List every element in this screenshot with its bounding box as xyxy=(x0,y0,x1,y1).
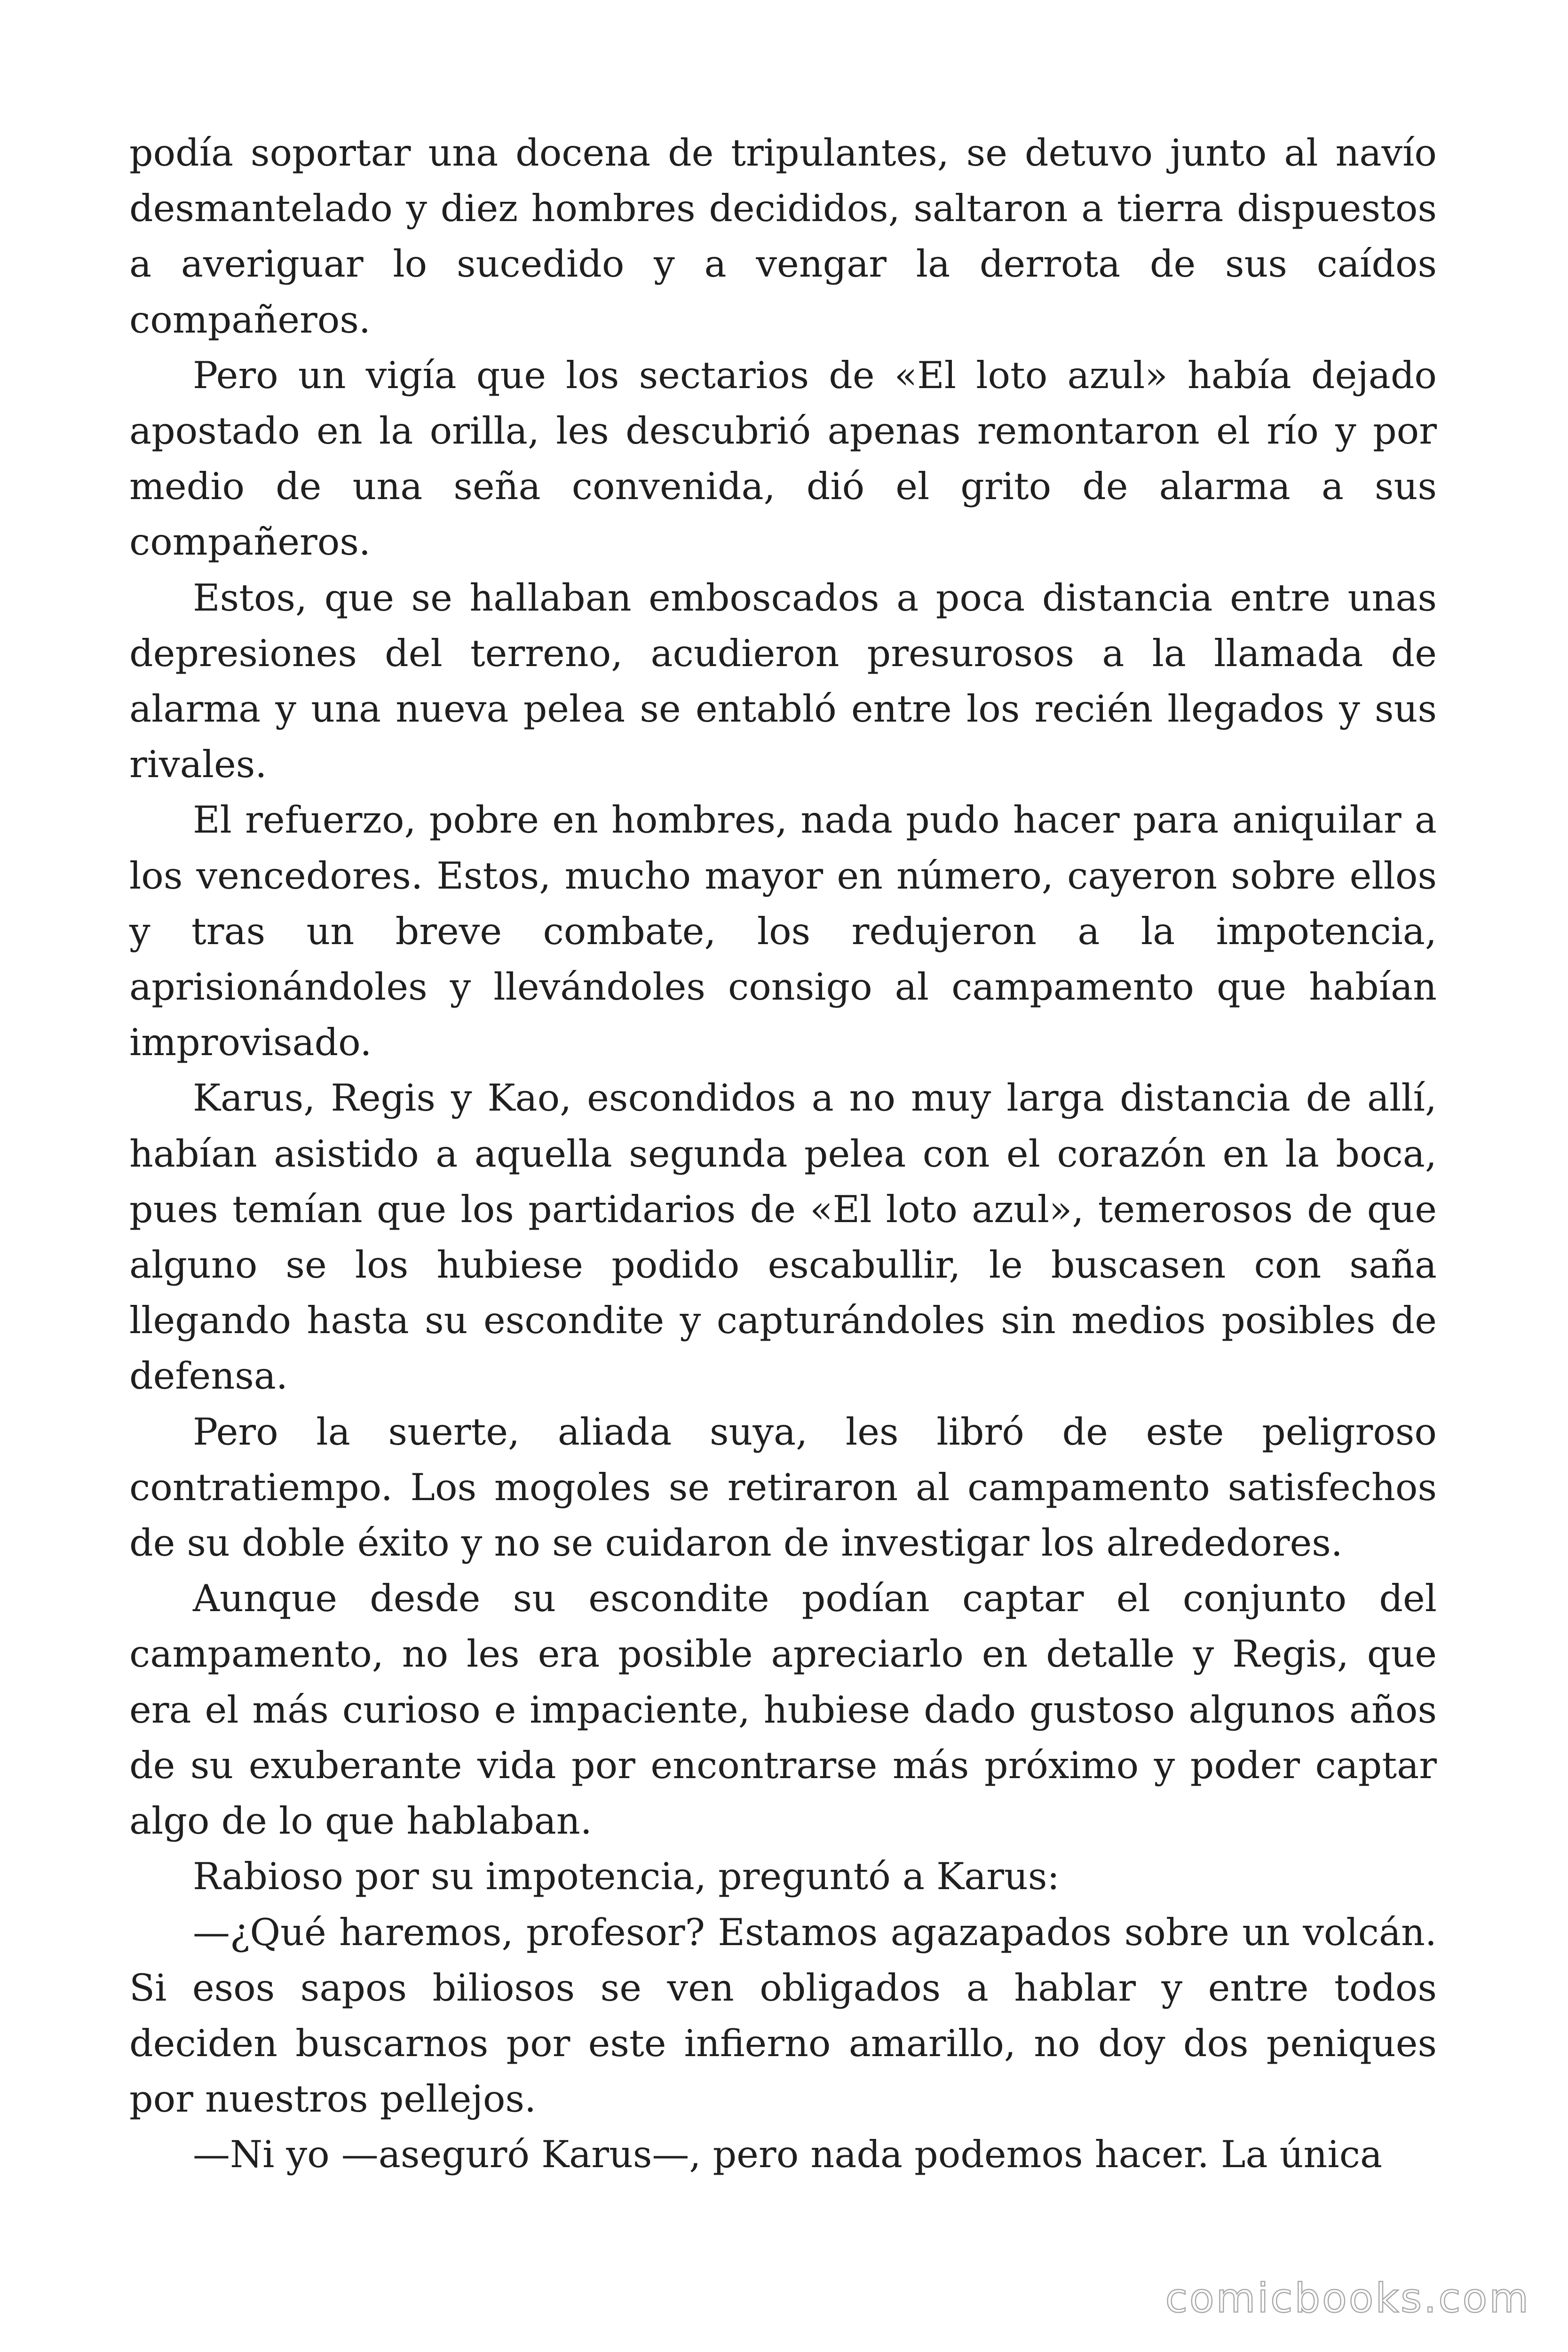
paragraph-8: Rabioso por su impotencia, preguntó a Karus: xyxy=(193,1855,1060,1899)
paragraph-2: Pero un vigía que los sectarios de «El loto azul» había dejado apostado en la orilla, les descubrió apenas remontaron el río y por medio de una seña convenida, dió el grito de alarma a sus compañeros. xyxy=(129,353,1437,564)
paragraph-5: Karus, Regis y Kao, escondidos a no muy larga distancia de allí, habían asistido a aquella segunda pelea con el corazón en la boca, pues temían que los partidarios de «El loto azul», temerosos de que alguno se los hubiese podido escabullir, le buscasen con saña llegando hasta su escondite y capturándoles sin medios posibles de defensa. xyxy=(129,1076,1437,1398)
paragraph-6: Pero la suerte, aliada suya, les libró de este peligroso contratiempo. Los mogoles se retiraron al campamento satisfechos de su doble éxito y no se cuidaron de investigar los alrededores. xyxy=(129,1410,1437,1565)
paragraph-1: podía soportar una docena de tripulantes, se detuvo junto al navío desmantelado y diez hombres decididos, saltaron a tierra dispuestos a averiguar lo sucedido y a vengar la derrota de sus caídos compañeros. xyxy=(129,131,1437,342)
watermark-text: comicbooks.com xyxy=(1165,2275,1530,2322)
paragraph-4: El refuerzo, pobre en hombres, nada pudo hacer para aniquilar a los vencedores. Estos, mucho mayor en número, cayeron sobre ellos y tras un breve combate, los redujeron a la impotencia, aprisionándoles y llevándoles consigo al campamento que habían improvisado. xyxy=(129,798,1437,1065)
paragraph-10: —Ni yo —aseguró Karus—, pero nada podemos hacer. La única xyxy=(193,2133,1383,2177)
paragraph-9: —¿Qué haremos, profesor? Estamos agazapados sobre un volcán. Si esos sapos biliosos se ven obligados a hablar y entre todos deciden buscarnos por este infierno amarillo, no doy dos peniques por nuestros pellejos. xyxy=(129,1910,1437,2121)
paragraph-3: Estos, que se hallaban emboscados a poca distancia entre unas depresiones del terreno, acudieron presurosos a la llamada de alarma y una nueva pelea se entabló entre los recién llegados y sus rivales. xyxy=(129,576,1437,787)
page-text xyxy=(129,125,1437,2183)
paragraph-7: Aunque desde su escondite podían captar el conjunto del campamento, no les era posible apreciarlo en detalle y Regis, que era el más curioso e impaciente, hubiese dado gustoso algunos años de su exuberante vida por encontrarse más próximo y poder captar algo de lo que hablaban. xyxy=(129,1577,1437,1843)
